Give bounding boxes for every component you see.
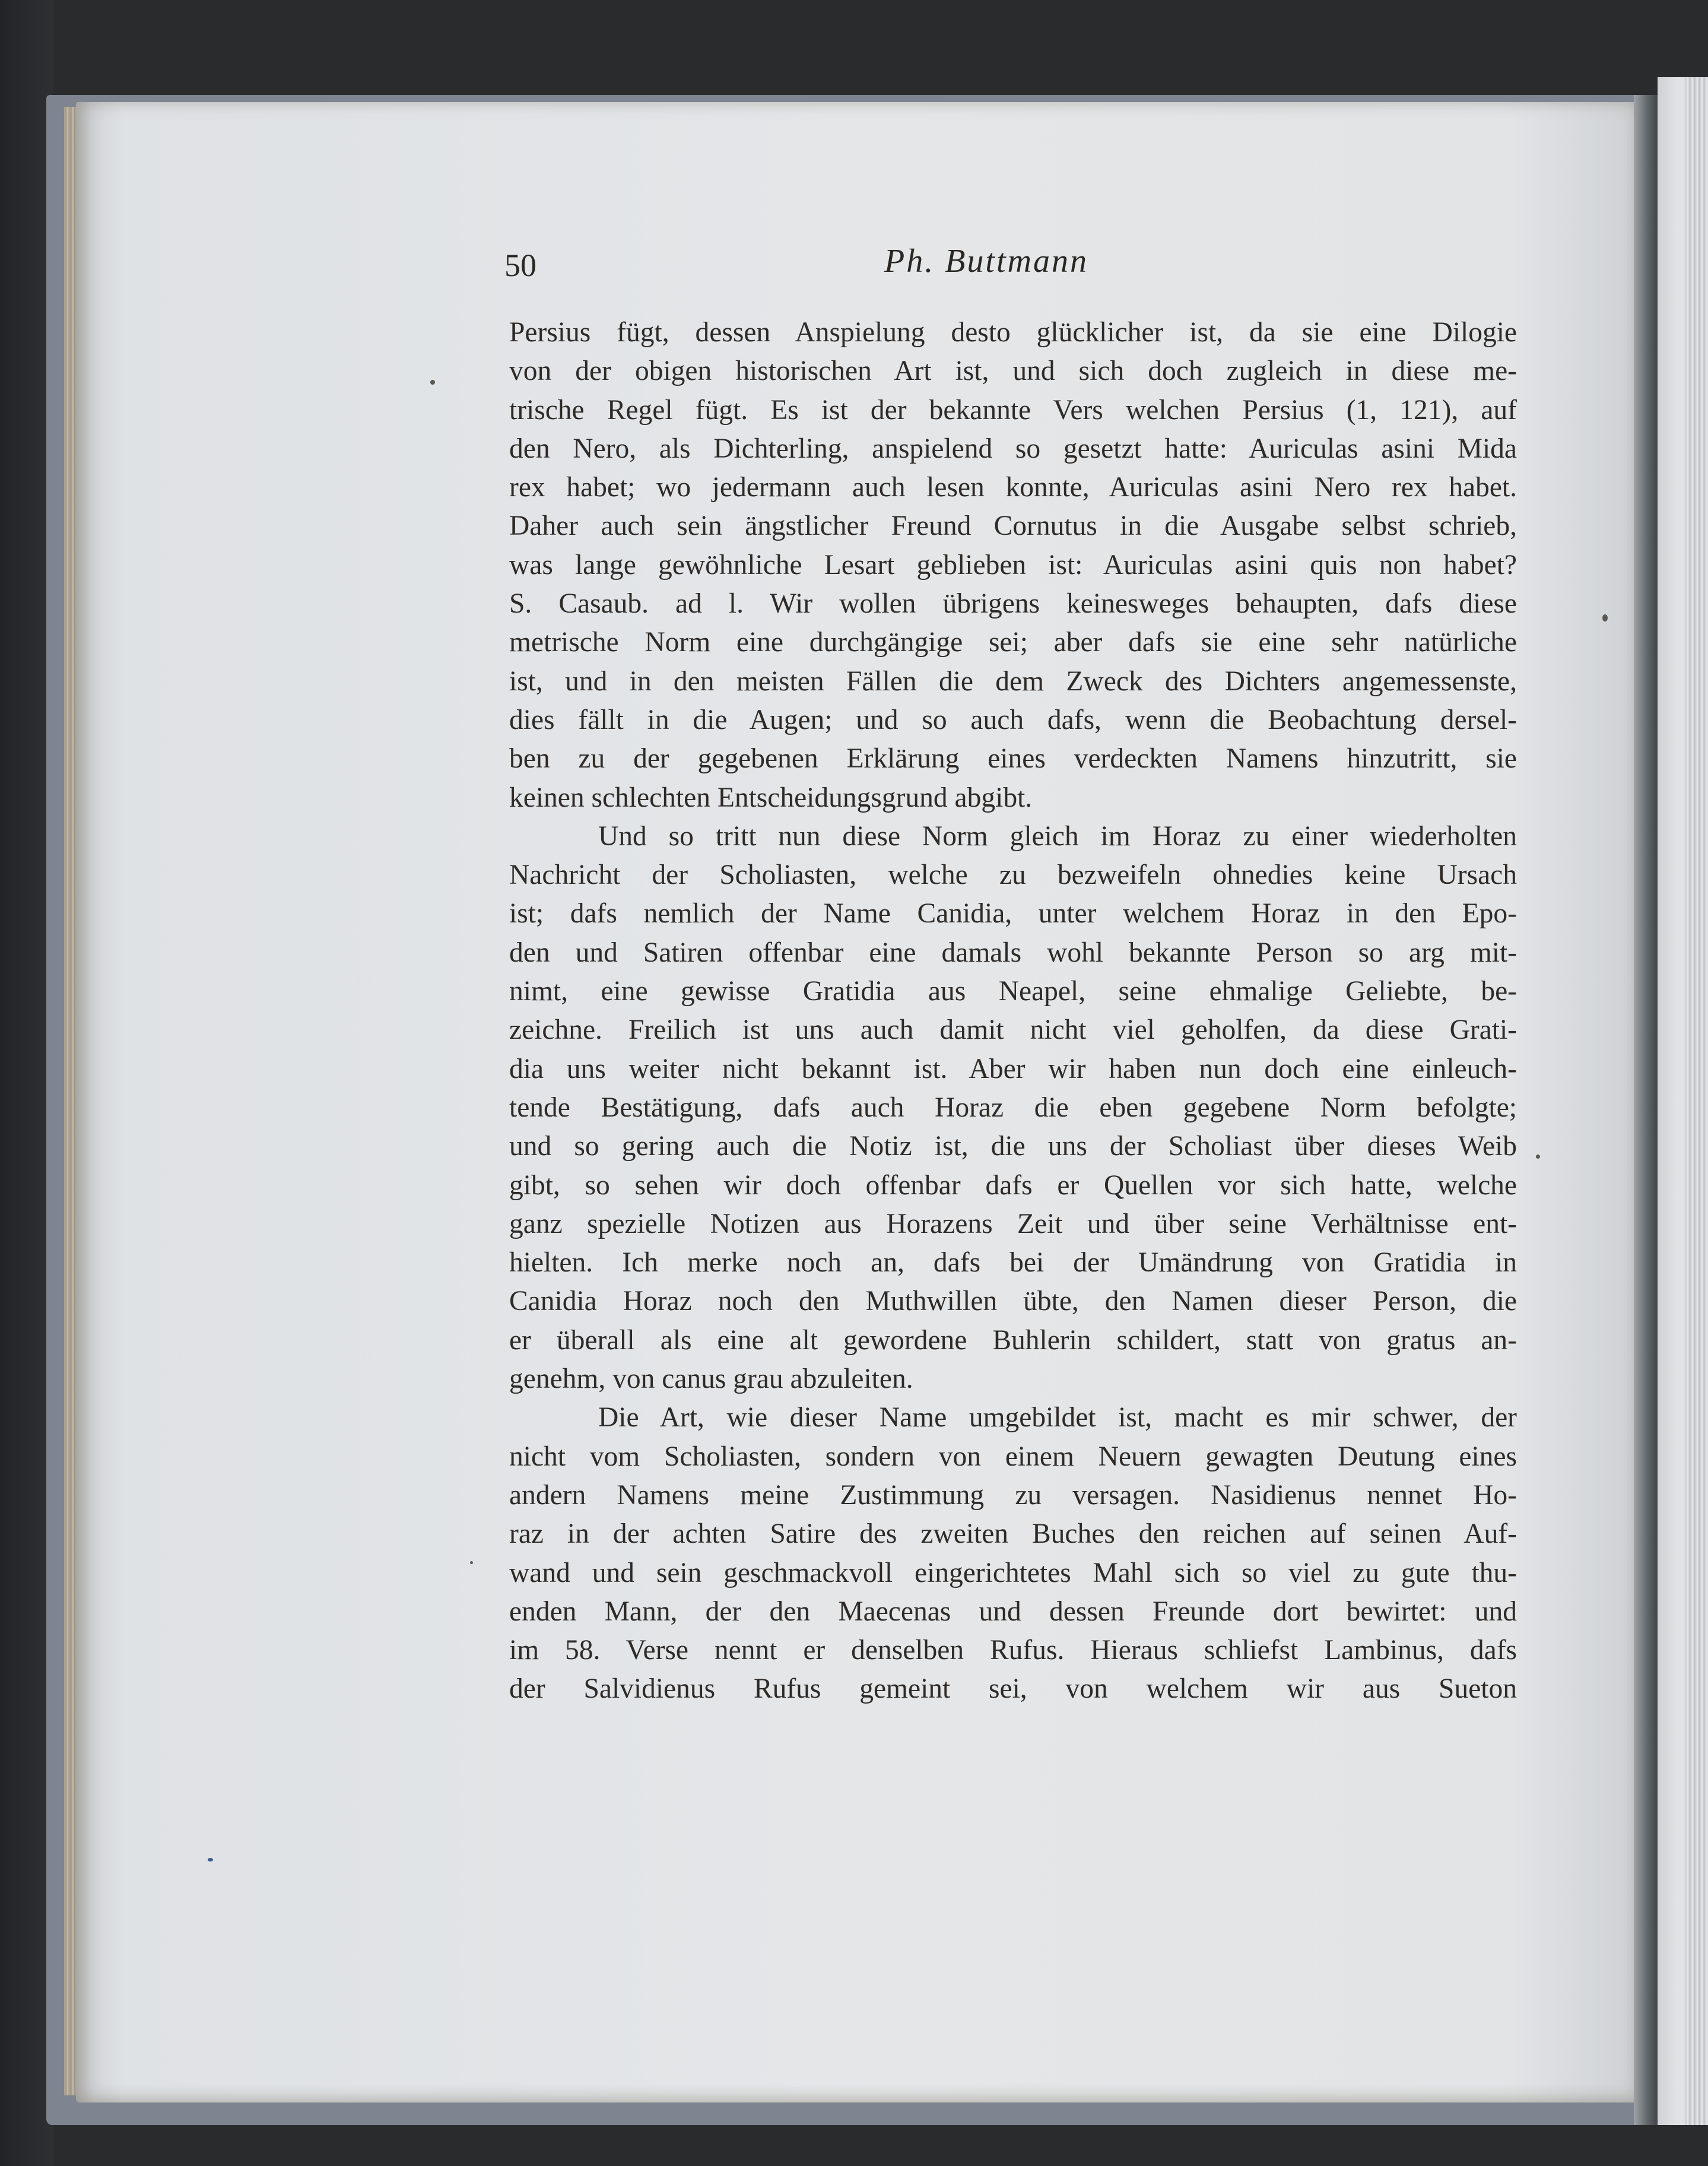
text-line: er überall als eine alt gewordene Buhlerin schildert, statt von gratus an-: [509, 1324, 1517, 1356]
text-line: tende Bestätigung, dafs auch Horaz die eben gegebene Norm befolgte;: [509, 1092, 1517, 1123]
text-line: raz in der achten Satire des zweiten Buches den reichen auf seinen Auf-: [509, 1518, 1517, 1550]
text-line: dies fällt in die Augen; und so auch dafs, wenn die Beobachtung dersel-: [509, 704, 1517, 735]
text-line: andern Namens meine Zustimmung zu versagen. Nasidienus nennet Ho-: [509, 1479, 1517, 1511]
text-line: zeichne. Freilich ist uns auch damit nicht viel geholfen, da diese Grati-: [509, 1014, 1517, 1046]
foxing-spot: [470, 1561, 473, 1564]
text-line: ist; dafs nemlich der Name Canidia, unter welchem Horaz in den Epo-: [509, 898, 1517, 930]
text-line: trische Regel fügt. Es ist der bekannte Vers welchen Persius (1, 121), auf: [509, 394, 1517, 426]
foxing-spot: [1602, 614, 1608, 621]
text-line: den und Satiren offenbar eine damals wohl bekannte Person so arg mit-: [509, 937, 1517, 968]
facing-page-edge: [1685, 77, 1708, 2125]
book-gutter: [1634, 95, 1658, 2125]
text-line: von der obigen historischen Art ist, und sich doch zugleich in diese me-: [509, 356, 1517, 387]
text-line: S. Casaub. ad l. Wir wollen übrigens keinesweges behaupten, dafs diese: [509, 588, 1517, 620]
page-header: [504, 242, 1525, 296]
text-line: was lange gewöhnliche Lesart geblieben ist: Auriculas asini quis non habet?: [509, 549, 1517, 581]
body-text: [509, 313, 1517, 1709]
text-line: Und so tritt nun diese Norm gleich im Horaz zu einer wiederholten: [598, 820, 1517, 852]
text-line: Daher auch sein ängstlicher Freund Cornutus in die Ausgabe selbst schrieb,: [509, 510, 1517, 542]
paragraph-2: [509, 817, 1517, 1398]
text-line: Persius fügt, dessen Anspielung desto glücklicher ist, da sie eine Dilogie: [509, 317, 1517, 348]
text-line: wand und sein geschmackvoll eingerichtetes Mahl sich so viel zu gute thu-: [509, 1557, 1517, 1588]
foxing-spot: [1536, 1155, 1540, 1159]
text-line: nimt, eine gewisse Gratidia aus Neapel, seine ehmalige Geliebte, be-: [509, 976, 1517, 1007]
text-line: genehm, von canus grau abzuleiten.: [509, 1363, 913, 1395]
running-head: Ph. Buttmann: [884, 243, 1088, 280]
text-line: rex habet; wo jedermann auch lesen konnte, Auriculas asini Nero rex habet.: [509, 472, 1517, 503]
foxing-spot: [430, 380, 435, 385]
text-line: den Nero, als Dichterling, anspielend so gesetzt hatte: Auriculas asini Mida: [509, 433, 1517, 464]
text-line: im 58. Verse nennt er denselben Rufus. Hieraus schliefst Lambinus, dafs: [509, 1635, 1517, 1666]
paragraph-1: [509, 313, 1517, 817]
book-board-left: [0, 0, 53, 2166]
text-line: Die Art, wie dieser Name umgebildet ist, macht es mir schwer, der: [598, 1402, 1517, 1434]
text-line: dia uns weiter nicht bekannt ist. Aber wir haben nun doch eine einleuch-: [509, 1053, 1517, 1084]
text-line: gibt, so sehen wir doch offenbar dafs er Quellen vor sich hatte, welche: [509, 1169, 1517, 1201]
text-line: nicht vom Scholiasten, sondern von einem Neuern gewagten Deutung eines: [509, 1441, 1517, 1472]
text-line: ganz spezielle Notizen aus Horazens Zeit und über seine Verhältnisse ent-: [509, 1208, 1517, 1239]
text-line: metrische Norm eine durchgängige sei; aber dafs sie eine sehr natürliche: [509, 627, 1517, 658]
text-line: ist, und in den meisten Fällen die dem Zweck des Dichters angemessenste,: [509, 665, 1517, 697]
foxing-spot: [208, 1858, 213, 1861]
text-line: enden Mann, der den Maecenas und dessen Freunde dort bewirtet: und: [509, 1596, 1517, 1627]
text-line: keinen schlechten Entscheidungsgrund abgibt.: [509, 782, 1033, 813]
paragraph-3: [509, 1398, 1517, 1708]
text-line: ben zu der gegebenen Erklärung eines verdeckten Namens hinzutritt, sie: [509, 743, 1517, 775]
text-line: hielten. Ich merke noch an, dafs bei der Umändrung von Gratidia in: [509, 1247, 1517, 1279]
text-line: und so gering auch die Notiz ist, die uns der Scholiast über dieses Weib: [509, 1131, 1517, 1162]
text-line: Nachricht der Scholiasten, welche zu bezweifeln ohnedies keine Ursach: [509, 860, 1517, 891]
text-line: Canidia Horaz noch den Muthwillen übte, den Namen dieser Person, die: [509, 1286, 1517, 1317]
text-line: der Salvidienus Rufus gemeint sei, von welchem wir aus Sueton: [509, 1673, 1517, 1705]
page-number: 50: [504, 248, 536, 283]
